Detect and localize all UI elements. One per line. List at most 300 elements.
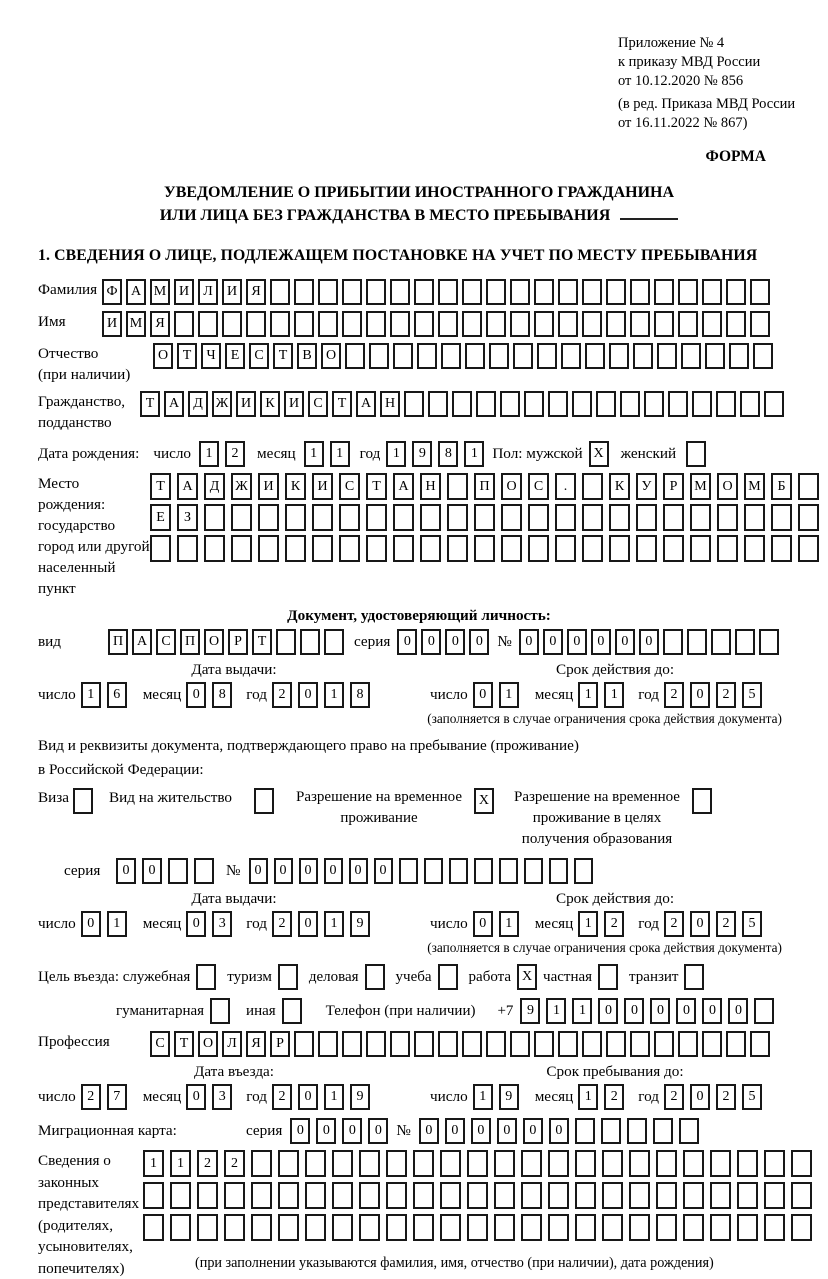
- char-box[interactable]: [654, 279, 674, 305]
- char-box[interactable]: [735, 629, 755, 655]
- char-box[interactable]: [393, 504, 414, 531]
- birth-year-input[interactable]: [386, 441, 484, 467]
- char-box[interactable]: [585, 343, 605, 369]
- char-box[interactable]: С: [156, 629, 176, 655]
- char-box[interactable]: [753, 343, 773, 369]
- char-box[interactable]: [633, 343, 653, 369]
- char-box[interactable]: [270, 311, 290, 337]
- char-box[interactable]: 0: [676, 998, 696, 1024]
- char-box[interactable]: [726, 311, 746, 337]
- char-box[interactable]: [549, 858, 568, 884]
- char-box[interactable]: 8: [350, 682, 370, 708]
- char-box[interactable]: 1: [578, 682, 598, 708]
- char-box[interactable]: [771, 535, 792, 562]
- char-box[interactable]: [465, 343, 485, 369]
- char-box[interactable]: [413, 1214, 434, 1241]
- char-box[interactable]: 0: [142, 858, 162, 884]
- char-box[interactable]: [386, 1214, 407, 1241]
- res-issue-month-input[interactable]: [186, 911, 232, 937]
- char-box[interactable]: 2: [225, 441, 245, 467]
- char-box[interactable]: [791, 1214, 812, 1241]
- char-box[interactable]: [663, 629, 683, 655]
- char-box[interactable]: Ч: [201, 343, 221, 369]
- char-box[interactable]: [231, 535, 252, 562]
- char-box[interactable]: [417, 343, 437, 369]
- char-box[interactable]: [467, 1150, 488, 1177]
- char-box[interactable]: Я: [246, 1031, 266, 1057]
- char-box[interactable]: 0: [469, 629, 489, 655]
- char-box[interactable]: Л: [222, 1031, 242, 1057]
- char-box[interactable]: [467, 1214, 488, 1241]
- char-box[interactable]: 1: [572, 998, 592, 1024]
- char-box[interactable]: 9: [499, 1084, 519, 1110]
- char-box[interactable]: [702, 279, 722, 305]
- char-box[interactable]: [366, 279, 386, 305]
- char-box[interactable]: X: [589, 441, 609, 467]
- char-box[interactable]: [414, 279, 434, 305]
- char-box[interactable]: [282, 998, 302, 1024]
- char-box[interactable]: [278, 1214, 299, 1241]
- char-box[interactable]: [663, 535, 684, 562]
- char-box[interactable]: [486, 279, 506, 305]
- char-box[interactable]: [684, 964, 704, 990]
- char-box[interactable]: 2: [272, 911, 292, 937]
- res-number-input[interactable]: [249, 858, 593, 884]
- char-box[interactable]: [420, 504, 441, 531]
- char-box[interactable]: А: [126, 279, 146, 305]
- char-box[interactable]: 0: [473, 911, 493, 937]
- char-box[interactable]: [548, 1182, 569, 1209]
- char-box[interactable]: 0: [397, 629, 417, 655]
- char-box[interactable]: [198, 311, 218, 337]
- char-box[interactable]: И: [258, 473, 279, 500]
- char-box[interactable]: X: [517, 964, 537, 990]
- char-box[interactable]: [285, 504, 306, 531]
- char-box[interactable]: 2: [81, 1084, 101, 1110]
- char-box[interactable]: О: [198, 1031, 218, 1057]
- char-box[interactable]: И: [222, 279, 242, 305]
- char-box[interactable]: [197, 1182, 218, 1209]
- char-box[interactable]: 2: [224, 1150, 245, 1177]
- char-box[interactable]: [494, 1182, 515, 1209]
- char-box[interactable]: [177, 535, 198, 562]
- residence-permit-checkbox[interactable]: [254, 788, 274, 814]
- char-box[interactable]: [339, 504, 360, 531]
- char-box[interactable]: 0: [419, 1118, 439, 1144]
- char-box[interactable]: [601, 1118, 621, 1144]
- char-box[interactable]: [582, 535, 603, 562]
- char-box[interactable]: 1: [107, 911, 127, 937]
- char-box[interactable]: [285, 535, 306, 562]
- char-box[interactable]: [390, 311, 410, 337]
- char-box[interactable]: [413, 1150, 434, 1177]
- char-box[interactable]: К: [285, 473, 306, 500]
- char-box[interactable]: У: [636, 473, 657, 500]
- char-box[interactable]: [251, 1150, 272, 1177]
- char-box[interactable]: 1: [604, 682, 624, 708]
- char-box[interactable]: [754, 998, 774, 1024]
- char-box[interactable]: [254, 788, 274, 814]
- char-box[interactable]: 7: [107, 1084, 127, 1110]
- char-box[interactable]: С: [339, 473, 360, 500]
- official-checkbox[interactable]: [196, 964, 216, 990]
- char-box[interactable]: 1: [170, 1150, 191, 1177]
- stay-day-input[interactable]: [473, 1084, 519, 1110]
- char-box[interactable]: Ф: [102, 279, 122, 305]
- char-box[interactable]: 0: [445, 1118, 465, 1144]
- char-box[interactable]: [716, 391, 736, 417]
- char-box[interactable]: [558, 279, 578, 305]
- char-box[interactable]: [574, 858, 593, 884]
- char-box[interactable]: 2: [664, 911, 684, 937]
- char-box[interactable]: 0: [349, 858, 368, 884]
- char-box[interactable]: [197, 1214, 218, 1241]
- char-box[interactable]: [204, 535, 225, 562]
- char-box[interactable]: [305, 1150, 326, 1177]
- char-box[interactable]: [726, 1031, 746, 1057]
- char-box[interactable]: [683, 1182, 704, 1209]
- char-box[interactable]: 8: [212, 682, 232, 708]
- char-box[interactable]: 1: [199, 441, 219, 467]
- char-box[interactable]: .: [555, 473, 576, 500]
- surname-input[interactable]: [102, 279, 770, 305]
- char-box[interactable]: П: [180, 629, 200, 655]
- char-box[interactable]: [710, 1150, 731, 1177]
- char-box[interactable]: [440, 1150, 461, 1177]
- char-box[interactable]: [342, 1031, 362, 1057]
- char-box[interactable]: [404, 391, 424, 417]
- char-box[interactable]: [447, 473, 468, 500]
- char-box[interactable]: [474, 535, 495, 562]
- char-box[interactable]: 0: [650, 998, 670, 1024]
- char-box[interactable]: 2: [197, 1150, 218, 1177]
- char-box[interactable]: [312, 504, 333, 531]
- mig-series-input[interactable]: [290, 1118, 388, 1144]
- char-box[interactable]: [744, 504, 765, 531]
- char-box[interactable]: [654, 1031, 674, 1057]
- char-box[interactable]: 0: [298, 682, 318, 708]
- char-box[interactable]: [683, 1214, 704, 1241]
- char-box[interactable]: 1: [473, 1084, 493, 1110]
- char-box[interactable]: С: [308, 391, 328, 417]
- char-box[interactable]: [759, 629, 779, 655]
- char-box[interactable]: [744, 535, 765, 562]
- char-box[interactable]: [656, 1182, 677, 1209]
- name-input[interactable]: [102, 311, 770, 337]
- char-box[interactable]: [710, 1182, 731, 1209]
- char-box[interactable]: [687, 629, 707, 655]
- char-box[interactable]: [359, 1150, 380, 1177]
- char-box[interactable]: С: [150, 1031, 170, 1057]
- char-box[interactable]: [629, 1150, 650, 1177]
- char-box[interactable]: 1: [304, 441, 324, 467]
- entry-day-input[interactable]: [81, 1084, 127, 1110]
- char-box[interactable]: 1: [464, 441, 484, 467]
- char-box[interactable]: [474, 504, 495, 531]
- char-box[interactable]: [365, 964, 385, 990]
- char-box[interactable]: [656, 1214, 677, 1241]
- char-box[interactable]: [692, 391, 712, 417]
- char-box[interactable]: 0: [567, 629, 587, 655]
- char-box[interactable]: [764, 391, 784, 417]
- char-box[interactable]: 1: [143, 1150, 164, 1177]
- char-box[interactable]: [366, 311, 386, 337]
- char-box[interactable]: [510, 1031, 530, 1057]
- char-box[interactable]: 0: [290, 1118, 310, 1144]
- char-box[interactable]: Н: [380, 391, 400, 417]
- char-box[interactable]: [528, 535, 549, 562]
- char-box[interactable]: 0: [374, 858, 393, 884]
- doc-issue-day-input[interactable]: [81, 682, 127, 708]
- char-box[interactable]: [678, 1031, 698, 1057]
- mig-number-input[interactable]: [419, 1118, 699, 1144]
- char-box[interactable]: [582, 1031, 602, 1057]
- char-box[interactable]: Л: [198, 279, 218, 305]
- char-box[interactable]: [428, 391, 448, 417]
- char-box[interactable]: 1: [324, 911, 344, 937]
- char-box[interactable]: 1: [499, 911, 519, 937]
- char-box[interactable]: [420, 535, 441, 562]
- char-box[interactable]: 1: [578, 1084, 598, 1110]
- char-box[interactable]: Р: [228, 629, 248, 655]
- char-box[interactable]: [413, 1182, 434, 1209]
- char-box[interactable]: [521, 1150, 542, 1177]
- char-box[interactable]: Р: [270, 1031, 290, 1057]
- char-box[interactable]: П: [474, 473, 495, 500]
- char-box[interactable]: [294, 279, 314, 305]
- char-box[interactable]: [582, 504, 603, 531]
- char-box[interactable]: [764, 1182, 785, 1209]
- char-box[interactable]: [596, 391, 616, 417]
- char-box[interactable]: 0: [298, 911, 318, 937]
- char-box[interactable]: [629, 1182, 650, 1209]
- char-box[interactable]: 0: [543, 629, 563, 655]
- char-box[interactable]: С: [528, 473, 549, 500]
- char-box[interactable]: К: [609, 473, 630, 500]
- char-box[interactable]: О: [717, 473, 738, 500]
- char-box[interactable]: [537, 343, 557, 369]
- doc-kind-input[interactable]: [108, 629, 344, 655]
- char-box[interactable]: 0: [368, 1118, 388, 1144]
- char-box[interactable]: [359, 1214, 380, 1241]
- transit-checkbox[interactable]: [684, 964, 704, 990]
- char-box[interactable]: [627, 1118, 647, 1144]
- char-box[interactable]: [369, 343, 389, 369]
- char-box[interactable]: 0: [186, 682, 206, 708]
- char-box[interactable]: [339, 535, 360, 562]
- char-box[interactable]: 0: [523, 1118, 543, 1144]
- char-box[interactable]: 1: [330, 441, 350, 467]
- char-box[interactable]: [630, 279, 650, 305]
- char-box[interactable]: [668, 391, 688, 417]
- char-box[interactable]: 2: [272, 682, 292, 708]
- res-valid-year-input[interactable]: [664, 911, 762, 937]
- char-box[interactable]: [692, 788, 712, 814]
- char-box[interactable]: [644, 391, 664, 417]
- char-box[interactable]: [702, 1031, 722, 1057]
- char-box[interactable]: И: [312, 473, 333, 500]
- char-box[interactable]: [663, 504, 684, 531]
- char-box[interactable]: О: [321, 343, 341, 369]
- birth-day-input[interactable]: [199, 441, 245, 467]
- char-box[interactable]: А: [177, 473, 198, 500]
- char-box[interactable]: [332, 1182, 353, 1209]
- char-box[interactable]: 9: [350, 1084, 370, 1110]
- char-box[interactable]: [150, 535, 171, 562]
- res-issue-year-input[interactable]: [272, 911, 370, 937]
- char-box[interactable]: Т: [140, 391, 160, 417]
- char-box[interactable]: 0: [615, 629, 635, 655]
- tourism-checkbox[interactable]: [278, 964, 298, 990]
- char-box[interactable]: С: [249, 343, 269, 369]
- char-box[interactable]: [575, 1214, 596, 1241]
- char-box[interactable]: [636, 504, 657, 531]
- char-box[interactable]: [798, 473, 819, 500]
- char-box[interactable]: [582, 311, 602, 337]
- birth-place-input-row3[interactable]: [150, 535, 819, 562]
- char-box[interactable]: [318, 279, 338, 305]
- phone-input[interactable]: [520, 998, 774, 1024]
- char-box[interactable]: [342, 311, 362, 337]
- char-box[interactable]: [210, 998, 230, 1024]
- char-box[interactable]: [524, 858, 543, 884]
- char-box[interactable]: [474, 858, 493, 884]
- char-box[interactable]: [598, 964, 618, 990]
- char-box[interactable]: 1: [324, 1084, 344, 1110]
- char-box[interactable]: [489, 343, 509, 369]
- char-box[interactable]: 2: [272, 1084, 292, 1110]
- char-box[interactable]: М: [690, 473, 711, 500]
- char-box[interactable]: [318, 1031, 338, 1057]
- char-box[interactable]: А: [356, 391, 376, 417]
- char-box[interactable]: [681, 343, 701, 369]
- char-box[interactable]: [414, 1031, 434, 1057]
- char-box[interactable]: 0: [690, 682, 710, 708]
- char-box[interactable]: 1: [386, 441, 406, 467]
- char-box[interactable]: [467, 1182, 488, 1209]
- char-box[interactable]: 9: [350, 911, 370, 937]
- char-box[interactable]: 0: [497, 1118, 517, 1144]
- char-box[interactable]: Т: [174, 1031, 194, 1057]
- char-box[interactable]: 0: [591, 629, 611, 655]
- char-box[interactable]: [702, 311, 722, 337]
- char-box[interactable]: [534, 1031, 554, 1057]
- char-box[interactable]: [501, 535, 522, 562]
- char-box[interactable]: М: [150, 279, 170, 305]
- char-box[interactable]: [602, 1150, 623, 1177]
- char-box[interactable]: И: [102, 311, 122, 337]
- char-box[interactable]: [393, 535, 414, 562]
- birth-place-input-row1[interactable]: [150, 473, 819, 500]
- doc-series-input[interactable]: [397, 629, 489, 655]
- char-box[interactable]: [575, 1182, 596, 1209]
- char-box[interactable]: [174, 311, 194, 337]
- char-box[interactable]: [737, 1150, 758, 1177]
- char-box[interactable]: [366, 1031, 386, 1057]
- char-box[interactable]: [528, 504, 549, 531]
- char-box[interactable]: [386, 1150, 407, 1177]
- char-box[interactable]: [764, 1214, 785, 1241]
- char-box[interactable]: [548, 1150, 569, 1177]
- char-box[interactable]: Н: [420, 473, 441, 500]
- char-box[interactable]: [170, 1182, 191, 1209]
- study-checkbox[interactable]: [438, 964, 458, 990]
- char-box[interactable]: [204, 504, 225, 531]
- char-box[interactable]: [494, 1214, 515, 1241]
- char-box[interactable]: [513, 343, 533, 369]
- char-box[interactable]: [440, 1182, 461, 1209]
- char-box[interactable]: [300, 629, 320, 655]
- char-box[interactable]: [462, 279, 482, 305]
- char-box[interactable]: 2: [716, 911, 736, 937]
- char-box[interactable]: Е: [225, 343, 245, 369]
- char-box[interactable]: [750, 279, 770, 305]
- char-box[interactable]: [194, 858, 214, 884]
- temp-residence-edu-checkbox[interactable]: [692, 788, 712, 814]
- char-box[interactable]: [609, 504, 630, 531]
- char-box[interactable]: [521, 1214, 542, 1241]
- char-box[interactable]: [717, 504, 738, 531]
- char-box[interactable]: [294, 311, 314, 337]
- representatives-input-row2[interactable]: [143, 1182, 812, 1209]
- char-box[interactable]: [771, 504, 792, 531]
- char-box[interactable]: [582, 473, 603, 500]
- char-box[interactable]: 0: [186, 911, 206, 937]
- char-box[interactable]: [424, 858, 443, 884]
- citizenship-input[interactable]: [140, 391, 784, 417]
- char-box[interactable]: [447, 535, 468, 562]
- char-box[interactable]: [653, 1118, 673, 1144]
- char-box[interactable]: И: [174, 279, 194, 305]
- patronymic-input[interactable]: [153, 343, 773, 369]
- char-box[interactable]: [438, 279, 458, 305]
- char-box[interactable]: [345, 343, 365, 369]
- char-box[interactable]: 0: [549, 1118, 569, 1144]
- char-box[interactable]: [332, 1214, 353, 1241]
- char-box[interactable]: [462, 311, 482, 337]
- char-box[interactable]: [276, 629, 296, 655]
- char-box[interactable]: Т: [150, 473, 171, 500]
- char-box[interactable]: 0: [81, 911, 101, 937]
- char-box[interactable]: [294, 1031, 314, 1057]
- char-box[interactable]: [548, 391, 568, 417]
- female-checkbox[interactable]: [686, 441, 706, 467]
- char-box[interactable]: [476, 391, 496, 417]
- char-box[interactable]: [449, 858, 468, 884]
- char-box[interactable]: [606, 1031, 626, 1057]
- char-box[interactable]: 3: [212, 911, 232, 937]
- char-box[interactable]: [332, 1150, 353, 1177]
- char-box[interactable]: [366, 535, 387, 562]
- char-box[interactable]: [657, 343, 677, 369]
- char-box[interactable]: [717, 535, 738, 562]
- char-box[interactable]: 0: [274, 858, 293, 884]
- char-box[interactable]: [399, 858, 418, 884]
- profession-input[interactable]: [150, 1031, 770, 1057]
- res-valid-month-input[interactable]: [578, 911, 624, 937]
- char-box[interactable]: [750, 1031, 770, 1057]
- private-checkbox[interactable]: [598, 964, 618, 990]
- char-box[interactable]: 5: [742, 911, 762, 937]
- char-box[interactable]: [438, 311, 458, 337]
- char-box[interactable]: Т: [332, 391, 352, 417]
- char-box[interactable]: [606, 311, 626, 337]
- char-box[interactable]: [305, 1214, 326, 1241]
- char-box[interactable]: [251, 1214, 272, 1241]
- char-box[interactable]: [737, 1182, 758, 1209]
- char-box[interactable]: [678, 311, 698, 337]
- char-box[interactable]: [270, 279, 290, 305]
